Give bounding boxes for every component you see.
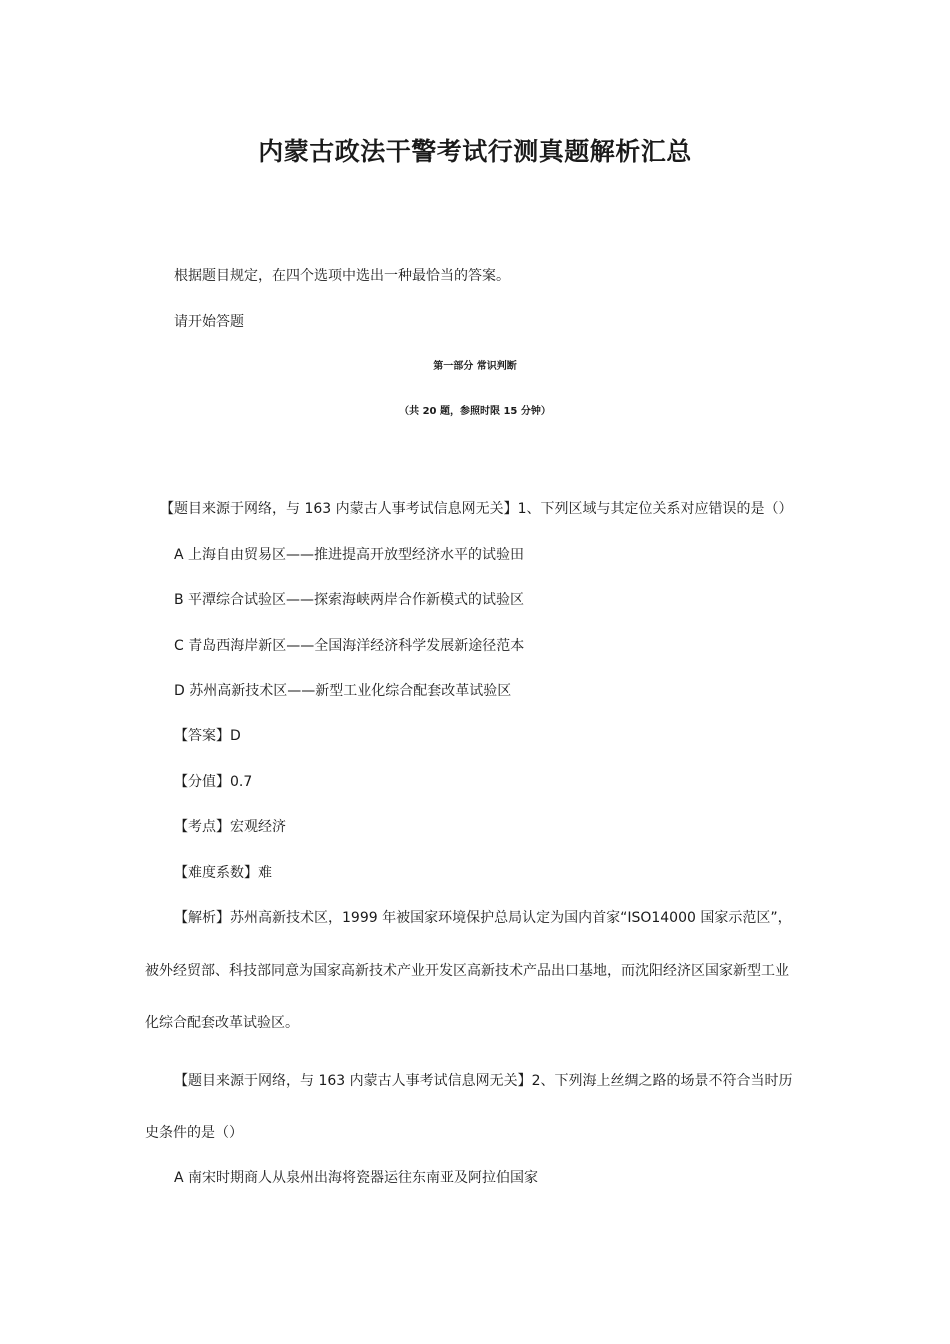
question-1-option-d: D 苏州高新技术区——新型工业化综合配套改革试验区 [174, 683, 512, 699]
document-title: 内蒙古政法干警考试行测真题解析汇总 [258, 137, 692, 166]
question-1-score: 【分值】0.7 [174, 774, 253, 790]
section-title: 第一部分 常识判断 [433, 361, 517, 372]
section-subtitle: （共 20 题，参照时限 15 分钟） [399, 406, 551, 417]
question-1-stem: 【题目来源于网络，与 163 内蒙古人事考试信息网无关】1、下列区域与其定位关系对应错误的是（） [160, 501, 793, 517]
question-1-option-b: B 平潭综合试验区——探索海峡两岸合作新模式的试验区 [174, 592, 525, 608]
question-2-option-a: A 南宋时期商人从泉州出海将瓷器运往东南亚及阿拉伯国家 [174, 1170, 539, 1186]
start-text: 请开始答题 [174, 314, 244, 330]
question-2-stem-line-1: 【题目来源于网络，与 163 内蒙古人事考试信息网无关】2、下列海上丝绸之路的场景不符合当时历 [174, 1073, 793, 1089]
question-1-analysis-line-3: 化综合配套改革试验区。 [145, 1015, 299, 1031]
question-1-analysis-line-2: 被外经贸部、科技部同意为国家高新技术产业开发区高新技术产品出口基地，而沈阳经济区国家新型工业 [145, 963, 789, 979]
question-1-answer: 【答案】D [174, 728, 241, 744]
question-1-option-c: C 青岛西海岸新区——全国海洋经济科学发展新途径范本 [174, 638, 525, 654]
question-1-analysis-line-1: 【解析】苏州高新技术区，1999 年被国家环境保护总局认定为国内首家“ISO14000 国家示范区”， [174, 910, 792, 926]
question-1-difficulty: 【难度系数】难 [174, 865, 272, 881]
question-2-stem-line-2: 史条件的是（） [145, 1125, 243, 1141]
question-1-option-a: A 上海自由贸易区——推进提高开放型经济水平的试验田 [174, 547, 525, 563]
intro-text: 根据题目规定，在四个选项中选出一种最恰当的答案。 [174, 268, 510, 284]
question-1-point: 【考点】宏观经济 [174, 819, 286, 835]
